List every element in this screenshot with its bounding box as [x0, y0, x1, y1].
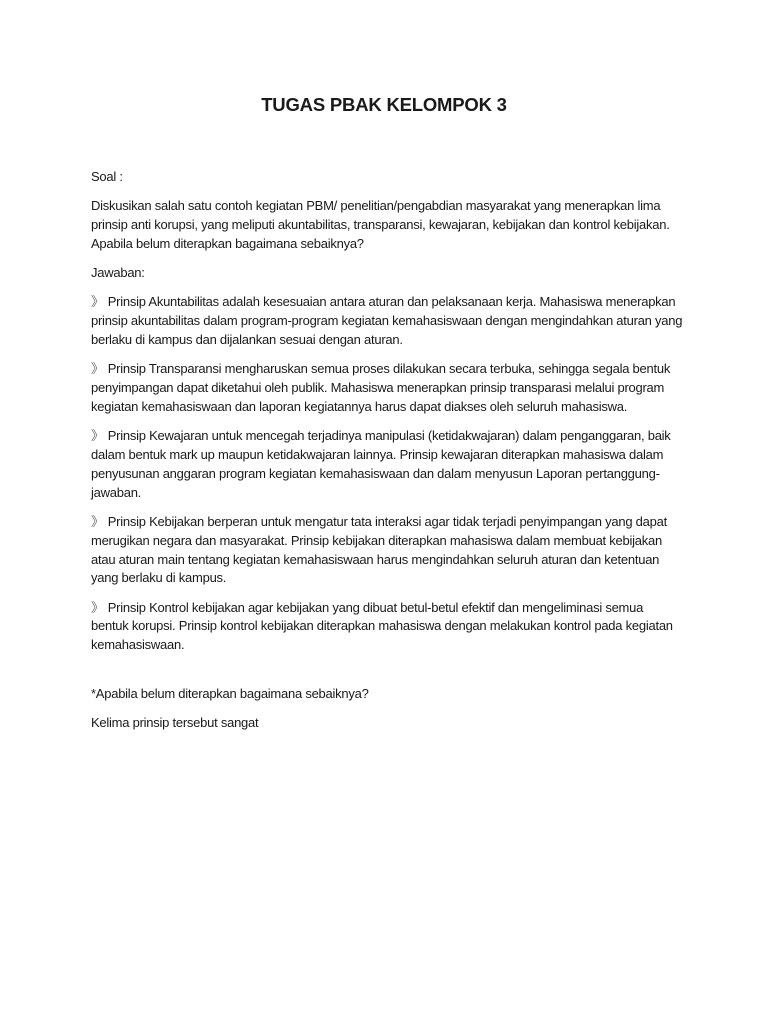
principle-paragraph [91, 599, 683, 655]
double-chevron-icon: 》 [91, 513, 104, 529]
double-chevron-icon: 》 [91, 361, 104, 377]
double-chevron-icon: 》 [91, 294, 104, 310]
principle-text: Prinsip Kebijakan berperan untuk mengatur tata interaksi agar tidak terjadi penyimpangan yang dapat merugikan negara dan masyarakat. Prinsip kebijakan diterapkan mahasiswa dalam membuat kebijakan atau aturan main tentang kegiatan kemahasiswaan harus mengindahkan seluruh aturan dan ketentuan yang berlaku di kampus. [91, 513, 667, 586]
principle-text: Prinsip Kewajaran untuk mencegah terjadinya manipulasi (ketidakwajaran) dalam penganggaran, baik dalam bentuk mark up maupun ketidakwajaran lainnya. Prinsip kewajaran diterapkan mahasiswa dalam penyusunan anggaran program kegiatan kemahasiswaan dan dalam menyusun Laporan pertanggung-jawaban. [91, 428, 671, 500]
question-label: Soal : [91, 169, 123, 184]
document-body [91, 168, 683, 744]
question-text: Diskusikan salah satu contoh kegiatan PBM/ penelitian/pengabdian masyarakat yang menerapkan lima prinsip anti korupsi, yang meliputi akuntabilitas, transparansi, kewajaran, kebijakan dan kontrol kebijakan. Apabila belum diterapkan bagaimana sebaiknya? [91, 198, 670, 251]
document-title: TUGAS PBAK KELOMPOK 3 [261, 94, 507, 115]
answer-label: Jawaban: [91, 265, 145, 281]
principle-text: Prinsip Transparansi mengharuskan semua proses dilakukan secara terbuka, sehingga segala bentuk penyimpangan dapat diketahui oleh publik. Mahasiswa menerapkan prinsip transparasi melalui program kegiatan kemahasiswaan dan laporan kegiatannya harus dapat diakses oleh seluruh mahasiswa. [91, 361, 671, 414]
principle-paragraph [91, 427, 683, 502]
double-chevron-icon: 》 [91, 599, 104, 615]
followup-answer: Kelima prinsip tersebut sangat [91, 715, 259, 731]
double-chevron-icon: 》 [91, 428, 104, 444]
followup-question: *Apabila belum diterapkan bagaimana sebaiknya? [91, 686, 369, 702]
principle-text: Prinsip Kontrol kebijakan agar kebijakan yang dibuat betul-betul efektif dan mengeliminasi semua bentuk korupsi. Prinsip kontrol kebijakan diterapkan mahasiswa dengan melakukan kontrol pada kegiatan kemahasiswaan. [91, 599, 673, 653]
principle-text: Prinsip Akuntabilitas adalah kesesuaian antara aturan dan pelaksanaan kerja. Mahasiswa menerapkan prinsip akuntabilitas dalam program-program kegiatan kemahasiswaan dengan mengindahkan aturan yang berlaku di kampus dan dijalankan sesuai dengan aturan. [91, 294, 683, 348]
principle-paragraph [91, 293, 683, 349]
principle-paragraph [91, 360, 683, 416]
principle-paragraph [91, 513, 683, 588]
